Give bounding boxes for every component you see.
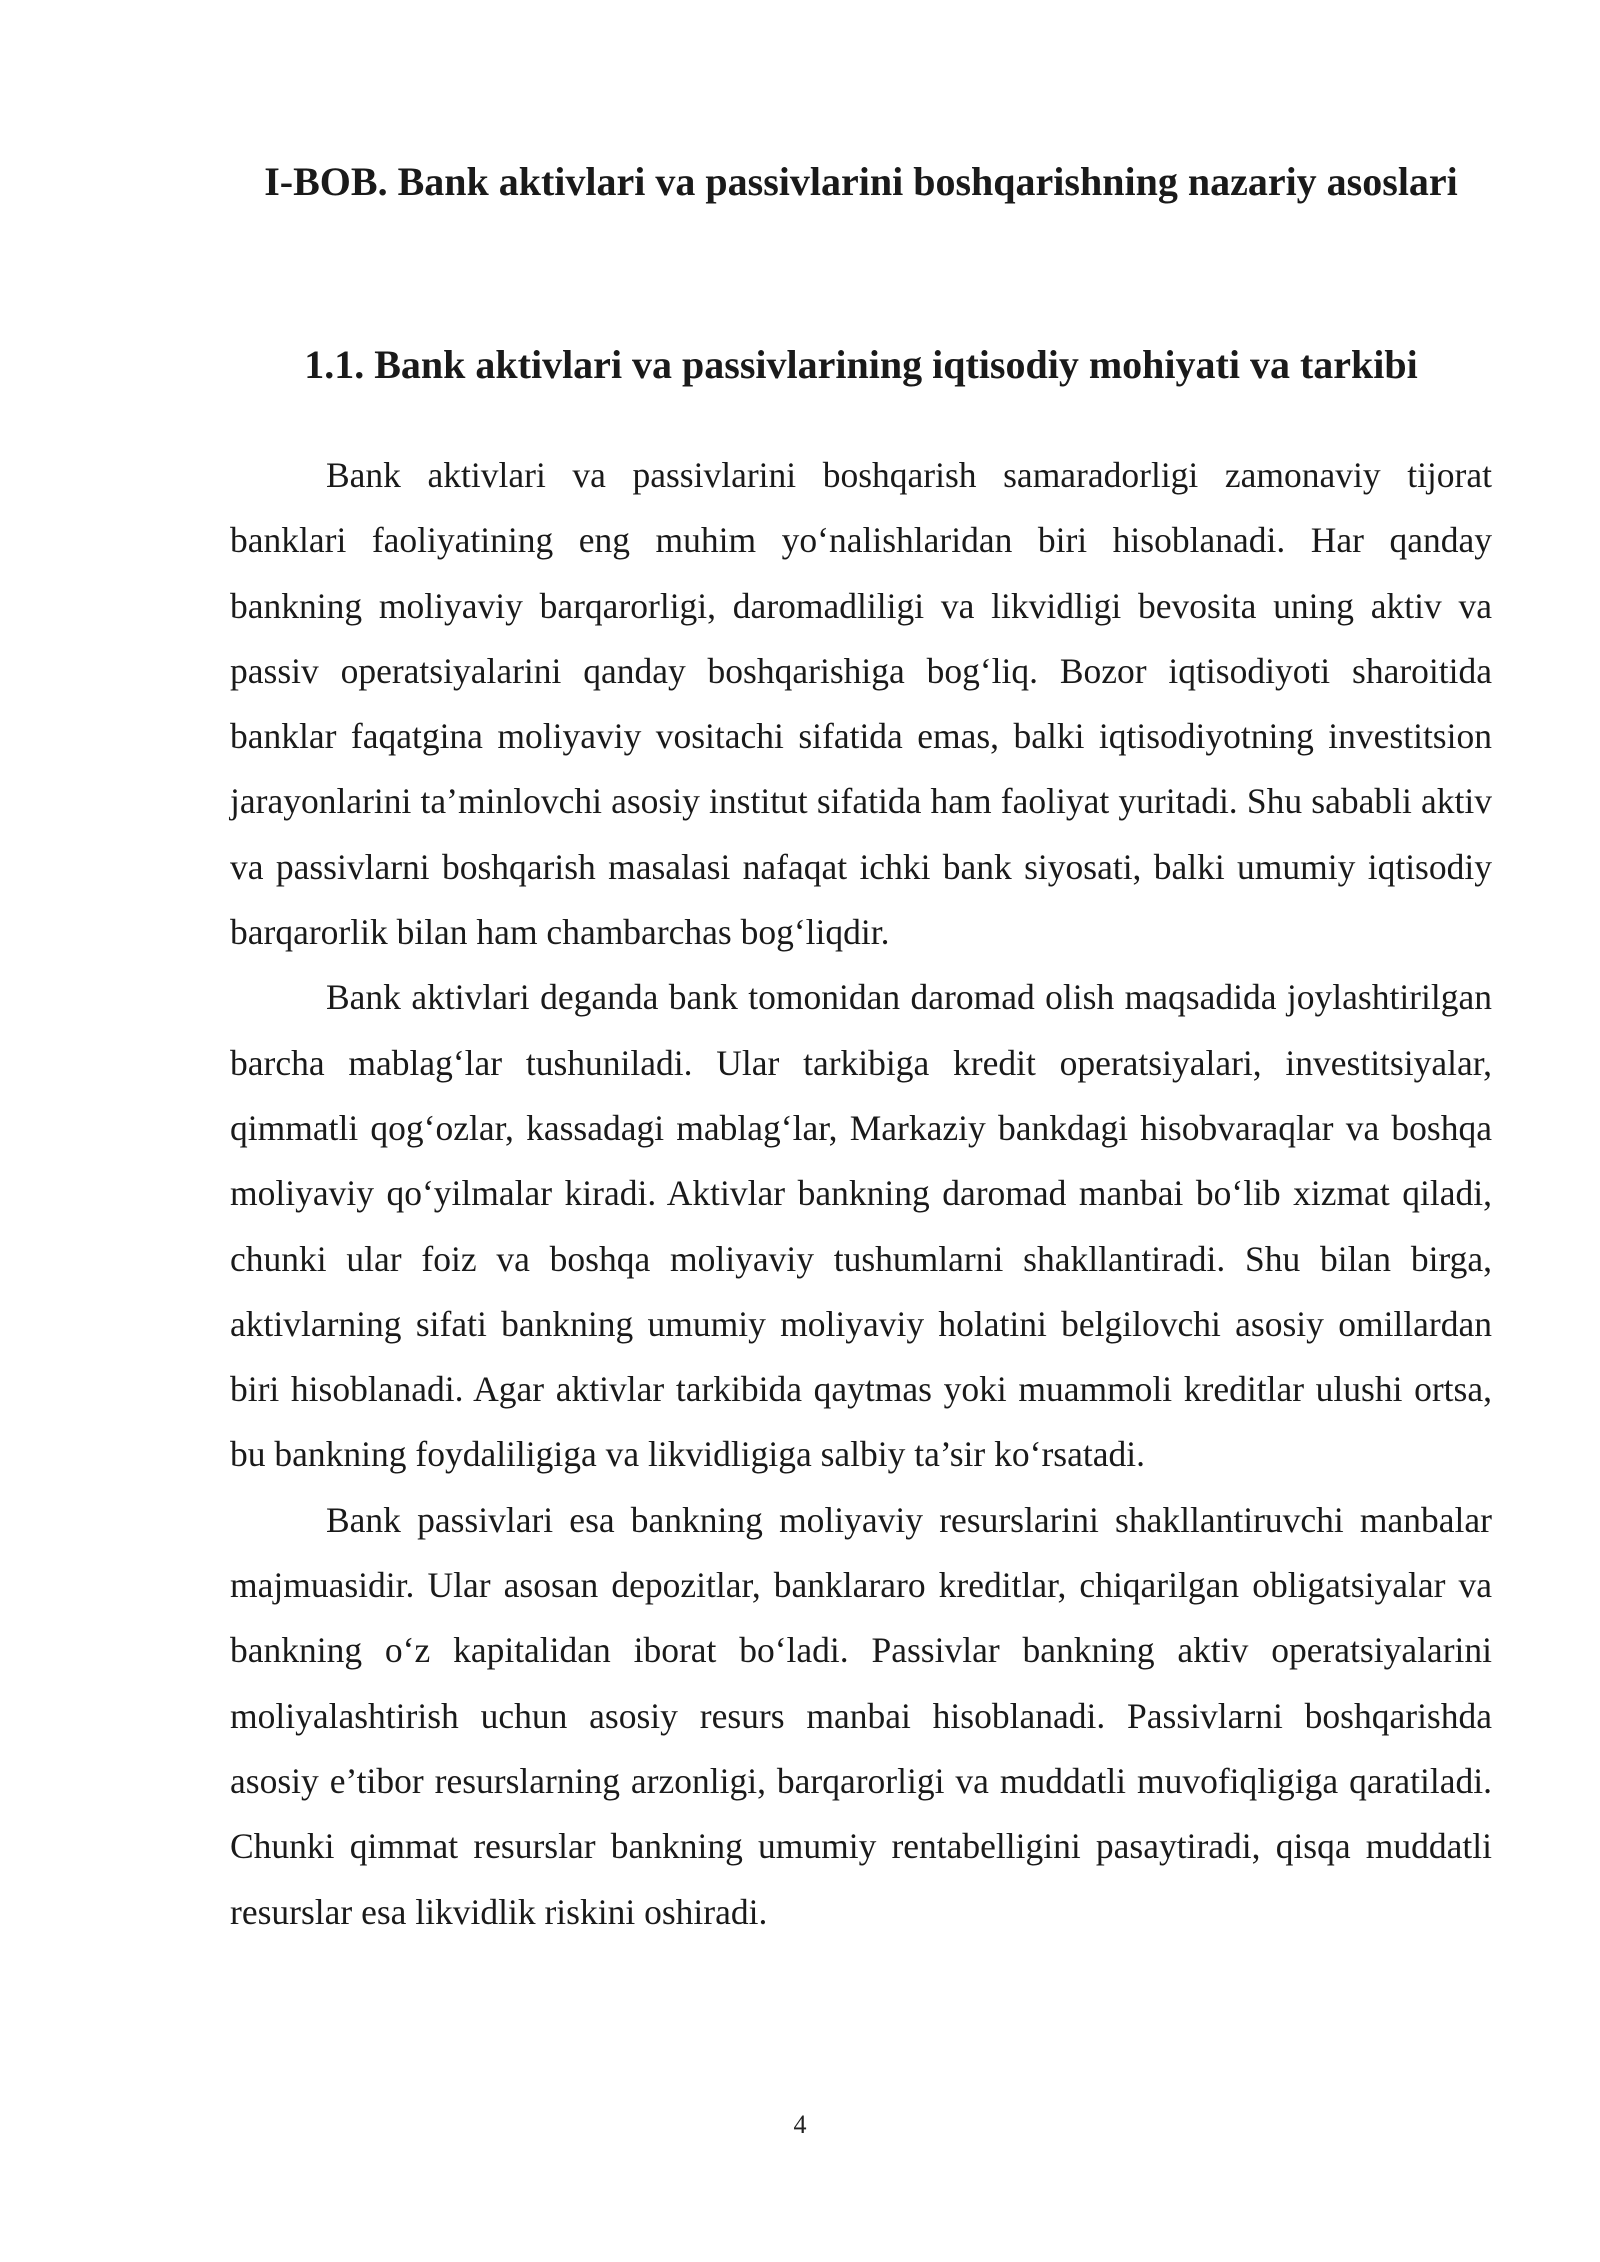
paragraph: Bank aktivlari deganda bank tomonidan daromad olish maqsadida joylashtirilgan barcha mablag‘lar tushuniladi. Ular tarkibiga kredit operatsiyalari, investitsiyalar, qimmatli qog‘ozlar, kassadagi mablag‘lar, Markaziy bankdagi hisobvaraqlar va boshqa moliyaviy qo‘yilmalar kiradi. Aktivlar bankning daromad manbai bo‘lib xizmat qiladi, chunki ular foiz va boshqa moliyaviy tushumlarni shakllantiradi. Shu bilan birga, aktivlarning sifati bankning umumiy moliyaviy holatini belgilovchi asosiy omillardan biri hisoblanadi. Agar aktivlar tarkibida qaytmas yoki muammoli kreditlar ulushi ortsa, bu bankning foydaliligiga va likvidligiga salbiy ta’sir ko‘rsatadi.	[230, 977, 1492, 1475]
page-number: 4	[793, 2110, 807, 2139]
body-text	[230, 443, 1492, 1945]
paragraph: Bank aktivlari va passivlarini boshqarish samaradorligi zamonaviy tijorat banklari faoliyatining eng muhim yo‘nalishlaridan biri hisoblanadi. Har qanday bankning moliyaviy barqarorligi, daromadliligi va likvidligi bevosita uning aktiv va passiv operatsiyalarini qanday boshqarishiga bog‘liq. Bozor iqtisodiyoti sharoitida banklar faqatgina moliyaviy vositachi sifatida emas, balki iqtisodiyotning investitsion jarayonlarini ta’minlovchi asosiy institut sifatida ham faoliyat yuritadi. Shu sababli aktiv va passivlarni boshqarish masalasi nafaqat ichki bank siyosati, balki umumiy iqtisodiy barqarorlik bilan ham chambarchas bog‘liqdir.	[230, 455, 1492, 953]
section-title: 1.1. Bank aktivlari va passivlarining iqtisodiy mohiyati va tarkibi	[304, 342, 1418, 387]
chapter-title: I-BOB. Bank aktivlari va passivlarini boshqarishning nazariy asoslari	[264, 159, 1458, 204]
paragraph: Bank passivlari esa bankning moliyaviy resurslarini shakllantiruvchi manbalar majmuasidir. Ular asosan depozitlar, banklararo kreditlar, chiqarilgan obligatsiyalar va bankning o‘z kapitalidan iborat bo‘ladi. Passivlar bankning aktiv operatsiyalarini moliyalashtirish uchun asosiy resurs manbai hisoblanadi. Passivlarni boshqarishda asosiy e’tibor resurslarning arzonligi, barqarorligi va muddatli muvofiqligiga qaratiladi. Chunki qimmat resurslar bankning umumiy rentabelligini pasaytiradi, qisqa muddatli resurslar esa likvidlik riskini oshiradi.	[230, 1499, 1492, 1932]
